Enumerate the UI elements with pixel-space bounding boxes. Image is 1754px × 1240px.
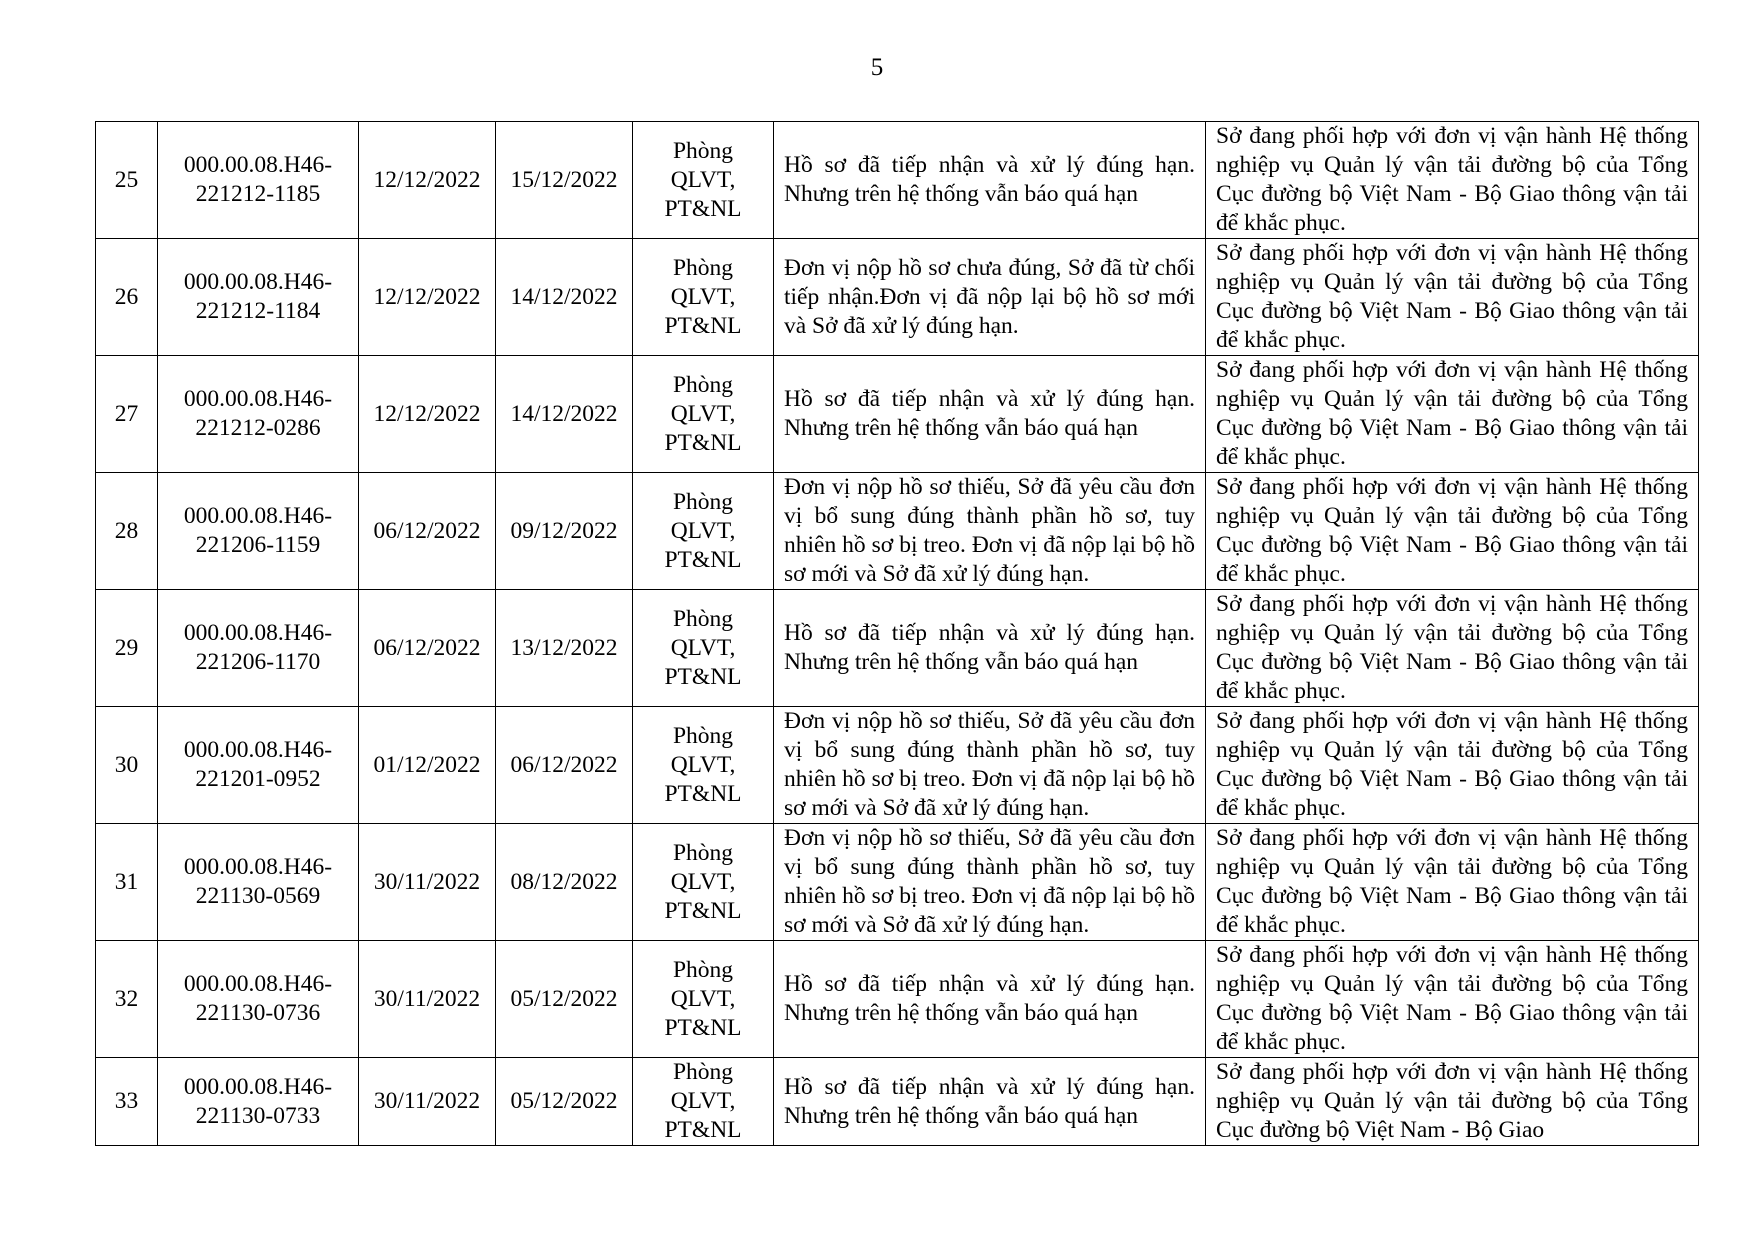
department-line: Phòng [672, 1059, 734, 1085]
record-code-line: 221206-1170 [195, 649, 321, 675]
department-line: QLVT, [670, 1088, 736, 1114]
remedy-cell [1206, 1058, 1699, 1146]
received-date: 12/12/2022 [373, 400, 481, 427]
received-date-cell [359, 707, 496, 824]
department-line: Phòng [672, 137, 734, 164]
row-number-cell [96, 590, 158, 707]
remedy-cell [1206, 239, 1699, 356]
department-line: PT&NL [664, 1117, 742, 1143]
department-line: Phòng [672, 605, 734, 632]
department-line: PT&NL [664, 780, 742, 807]
record-code-line: 221206-1159 [195, 532, 321, 558]
table-row [96, 473, 1699, 590]
table-body [96, 122, 1699, 1146]
record-code-cell [158, 122, 359, 239]
row-number-cell [96, 122, 158, 239]
record-code-cell [158, 824, 359, 941]
reason-text: Đơn vị nộp hồ sơ chưa đúng, Sở đã từ chối tiếp nhận.Đơn vị đã nộp lại bộ hồ sơ mới và Sở đã xử lý đúng hạn. [784, 254, 1195, 339]
reason-text: Hồ sơ đã tiếp nhận và xử lý đúng hạn. Nhưng trên hệ thống vẫn báo quá hạn [784, 620, 1195, 675]
department-line: PT&NL [664, 1014, 742, 1041]
reason-text: Đơn vị nộp hồ sơ thiếu, Sở đã yêu cầu đơn vị bổ sung đúng thành phần hồ sơ, tuy nhiên hồ sơ bị treo. Đơn vị đã nộp lại bộ hồ sơ mới và Sở đã xử lý đúng hạn. [784, 708, 1195, 821]
due-date: 05/12/2022 [510, 1088, 618, 1114]
reason-text: Đơn vị nộp hồ sơ thiếu, Sở đã yêu cầu đơn vị bổ sung đúng thành phần hồ sơ, tuy nhiên hồ sơ bị treo. Đơn vị đã nộp lại bộ hồ sơ mới và Sở đã xử lý đúng hạn. [784, 825, 1195, 938]
row-number-cell [96, 824, 158, 941]
department-line: QLVT, [670, 517, 736, 544]
reason-cell [774, 707, 1206, 824]
department-cell [633, 824, 774, 941]
record-code-line: 221130-0733 [195, 1102, 321, 1129]
department-line: QLVT, [670, 985, 736, 1012]
remedy-text: Sở đang phối hợp với đơn vị vận hành Hệ thống nghiệp vụ Quản lý vận tải đường bộ của Tổng Cục đường bộ Việt Nam - Bộ Giao thông vận tải để khắc phục. [1216, 240, 1688, 353]
department-line: Phòng [672, 254, 734, 281]
department-line: PT&NL [664, 663, 742, 690]
department-line: PT&NL [664, 546, 742, 573]
due-date-cell [496, 941, 633, 1058]
due-date: 09/12/2022 [510, 517, 618, 544]
remedy-cell [1206, 122, 1699, 239]
department-cell [633, 1058, 774, 1146]
reason-cell [774, 1058, 1206, 1146]
due-date-cell [496, 590, 633, 707]
remedy-cell [1206, 941, 1699, 1058]
reason-cell [774, 590, 1206, 707]
due-date: 08/12/2022 [510, 868, 618, 895]
received-date-cell [359, 239, 496, 356]
due-date-cell [496, 239, 633, 356]
received-date: 30/11/2022 [373, 1088, 481, 1114]
department-cell [633, 356, 774, 473]
row-number: 31 [114, 868, 139, 895]
due-date: 05/12/2022 [510, 985, 618, 1012]
row-number: 28 [114, 517, 139, 544]
department-cell [633, 473, 774, 590]
row-number-cell [96, 356, 158, 473]
record-code-cell [158, 707, 359, 824]
record-code-line: 000.00.08.H46- [183, 737, 333, 763]
reason-text: Đơn vị nộp hồ sơ thiếu, Sở đã yêu cầu đơn vị bổ sung đúng thành phần hồ sơ, tuy nhiên hồ sơ bị treo. Đơn vị đã nộp lại bộ hồ sơ mới và Sở đã xử lý đúng hạn. [784, 474, 1195, 587]
table-row [96, 356, 1699, 473]
records-table [95, 121, 1699, 1146]
row-number: 33 [114, 1088, 139, 1114]
reason-text: Hồ sơ đã tiếp nhận và xử lý đúng hạn. Nhưng trên hệ thống vẫn báo quá hạn [784, 1073, 1195, 1129]
row-number: 25 [114, 166, 139, 193]
due-date-cell [496, 824, 633, 941]
record-code-line: 000.00.08.H46- [183, 152, 333, 178]
department-line: QLVT, [670, 166, 736, 193]
remedy-text: Sở đang phối hợp với đơn vị vận hành Hệ thống nghiệp vụ Quản lý vận tải đường bộ của Tổng Cục đường bộ Việt Nam - Bộ Giao thông vận tải để khắc phục. [1216, 123, 1688, 236]
received-date-cell [359, 941, 496, 1058]
record-code-line: 221130-0736 [195, 1000, 321, 1026]
department-line: Phòng [672, 956, 734, 983]
record-code-line: 221130-0569 [195, 883, 321, 909]
remedy-cell [1206, 824, 1699, 941]
row-number: 27 [114, 400, 139, 427]
department-line: PT&NL [664, 312, 742, 339]
due-date-cell [496, 707, 633, 824]
remedy-text: Sở đang phối hợp với đơn vị vận hành Hệ thống nghiệp vụ Quản lý vận tải đường bộ của Tổng Cục đường bộ Việt Nam - Bộ Giao thông vận tải để khắc phục. [1216, 708, 1688, 821]
due-date: 13/12/2022 [510, 634, 618, 661]
record-code-line: 000.00.08.H46- [183, 1073, 333, 1100]
department-line: Phòng [672, 839, 734, 866]
due-date-cell [496, 1058, 633, 1146]
remedy-text: Sở đang phối hợp với đơn vị vận hành Hệ thống nghiệp vụ Quản lý vận tải đường bộ của Tổng Cục đường bộ Việt Nam - Bộ Giao thông vận tải để khắc phục. [1216, 591, 1688, 704]
due-date-cell [496, 356, 633, 473]
received-date-cell [359, 473, 496, 590]
reason-cell [774, 239, 1206, 356]
remedy-text: Sở đang phối hợp với đơn vị vận hành Hệ thống nghiệp vụ Quản lý vận tải đường bộ của Tổng Cục đường bộ Việt Nam - Bộ Giao thông vận tải để khắc phục. [1216, 825, 1688, 938]
department-line: PT&NL [664, 195, 742, 222]
remedy-cell [1206, 473, 1699, 590]
record-code-line: 000.00.08.H46- [183, 854, 333, 880]
department-line: PT&NL [664, 897, 742, 924]
reason-text: Hồ sơ đã tiếp nhận và xử lý đúng hạn. Nhưng trên hệ thống vẫn báo quá hạn [784, 386, 1195, 441]
department-line: Phòng [672, 488, 734, 515]
reason-text: Hồ sơ đã tiếp nhận và xử lý đúng hạn. Nhưng trên hệ thống vẫn báo quá hạn [784, 152, 1195, 207]
record-code-line: 000.00.08.H46- [183, 620, 333, 646]
department-line: Phòng [672, 722, 734, 749]
table-row [96, 122, 1699, 239]
reason-cell [774, 473, 1206, 590]
record-code-line: 000.00.08.H46- [183, 503, 333, 529]
due-date-cell [496, 122, 633, 239]
received-date: 06/12/2022 [373, 517, 481, 544]
received-date: 30/11/2022 [373, 985, 481, 1012]
remedy-cell [1206, 590, 1699, 707]
table-row [96, 1058, 1699, 1146]
record-code-cell [158, 941, 359, 1058]
row-number-cell [96, 239, 158, 356]
reason-cell [774, 356, 1206, 473]
record-code-line: 000.00.08.H46- [183, 386, 333, 412]
received-date-cell [359, 1058, 496, 1146]
row-number: 26 [114, 283, 139, 310]
record-code-line: 221212-1185 [195, 181, 321, 207]
received-date: 30/11/2022 [373, 868, 481, 895]
table-row [96, 707, 1699, 824]
department-cell [633, 941, 774, 1058]
remedy-text: Sở đang phối hợp với đơn vị vận hành Hệ thống nghiệp vụ Quản lý vận tải đường bộ của Tổng Cục đường bộ Việt Nam - Bộ Giao thông vận tải để khắc phục. [1216, 942, 1688, 1055]
department-cell [633, 122, 774, 239]
due-date: 06/12/2022 [510, 751, 618, 778]
received-date-cell [359, 122, 496, 239]
row-number: 32 [114, 985, 139, 1012]
table-row [96, 824, 1699, 941]
table-row [96, 941, 1699, 1058]
table-row [96, 239, 1699, 356]
row-number-cell [96, 941, 158, 1058]
remedy-cell [1206, 356, 1699, 473]
record-code-line: 000.00.08.H46- [183, 971, 333, 997]
reason-cell [774, 824, 1206, 941]
department-line: PT&NL [664, 429, 742, 456]
table-row [96, 590, 1699, 707]
record-code-cell [158, 1058, 359, 1146]
department-cell [633, 590, 774, 707]
department-cell [633, 707, 774, 824]
remedy-text: Sở đang phối hợp với đơn vị vận hành Hệ thống nghiệp vụ Quản lý vận tải đường bộ của Tổng Cục đường bộ Việt Nam - Bộ Giao thông vận tải để khắc phục. [1216, 357, 1688, 470]
department-line: QLVT, [670, 751, 736, 778]
received-date-cell [359, 356, 496, 473]
department-cell [633, 239, 774, 356]
remedy-cell [1206, 707, 1699, 824]
record-code-line: 221212-0286 [195, 415, 321, 441]
due-date: 14/12/2022 [510, 283, 618, 310]
department-line: Phòng [672, 371, 734, 398]
received-date: 01/12/2022 [373, 751, 481, 778]
record-code-cell [158, 590, 359, 707]
row-number-cell [96, 707, 158, 824]
reason-cell [774, 941, 1206, 1058]
department-line: QLVT, [670, 868, 736, 895]
department-line: QLVT, [670, 283, 736, 310]
due-date: 14/12/2022 [510, 400, 618, 427]
received-date: 12/12/2022 [373, 283, 481, 310]
page-number: 5 [870, 54, 884, 81]
received-date: 06/12/2022 [373, 634, 481, 661]
due-date: 15/12/2022 [510, 166, 618, 193]
received-date-cell [359, 590, 496, 707]
reason-cell [774, 122, 1206, 239]
row-number: 30 [114, 751, 139, 778]
record-code-line: 000.00.08.H46- [183, 269, 333, 295]
row-number-cell [96, 1058, 158, 1146]
row-number-cell [96, 473, 158, 590]
department-line: QLVT, [670, 634, 736, 661]
due-date-cell [496, 473, 633, 590]
record-code-line: 221201-0952 [195, 766, 321, 792]
received-date: 12/12/2022 [373, 166, 481, 193]
record-code-line: 221212-1184 [195, 298, 321, 324]
row-number: 29 [114, 634, 139, 661]
remedy-text: Sở đang phối hợp với đơn vị vận hành Hệ thống nghiệp vụ Quản lý vận tải đường bộ của Tổng Cục đường bộ Việt Nam - Bộ Giao thông vận tải để khắc phục. [1216, 474, 1688, 587]
record-code-cell [158, 239, 359, 356]
remedy-text: Sở đang phối hợp với đơn vị vận hành Hệ thống nghiệp vụ Quản lý vận tải đường bộ của Tổng Cục đường bộ Việt Nam - Bộ Giao [1216, 1059, 1688, 1143]
record-code-cell [158, 356, 359, 473]
received-date-cell [359, 824, 496, 941]
reason-text: Hồ sơ đã tiếp nhận và xử lý đúng hạn. Nhưng trên hệ thống vẫn báo quá hạn [784, 971, 1195, 1026]
department-line: QLVT, [670, 400, 736, 427]
record-code-cell [158, 473, 359, 590]
